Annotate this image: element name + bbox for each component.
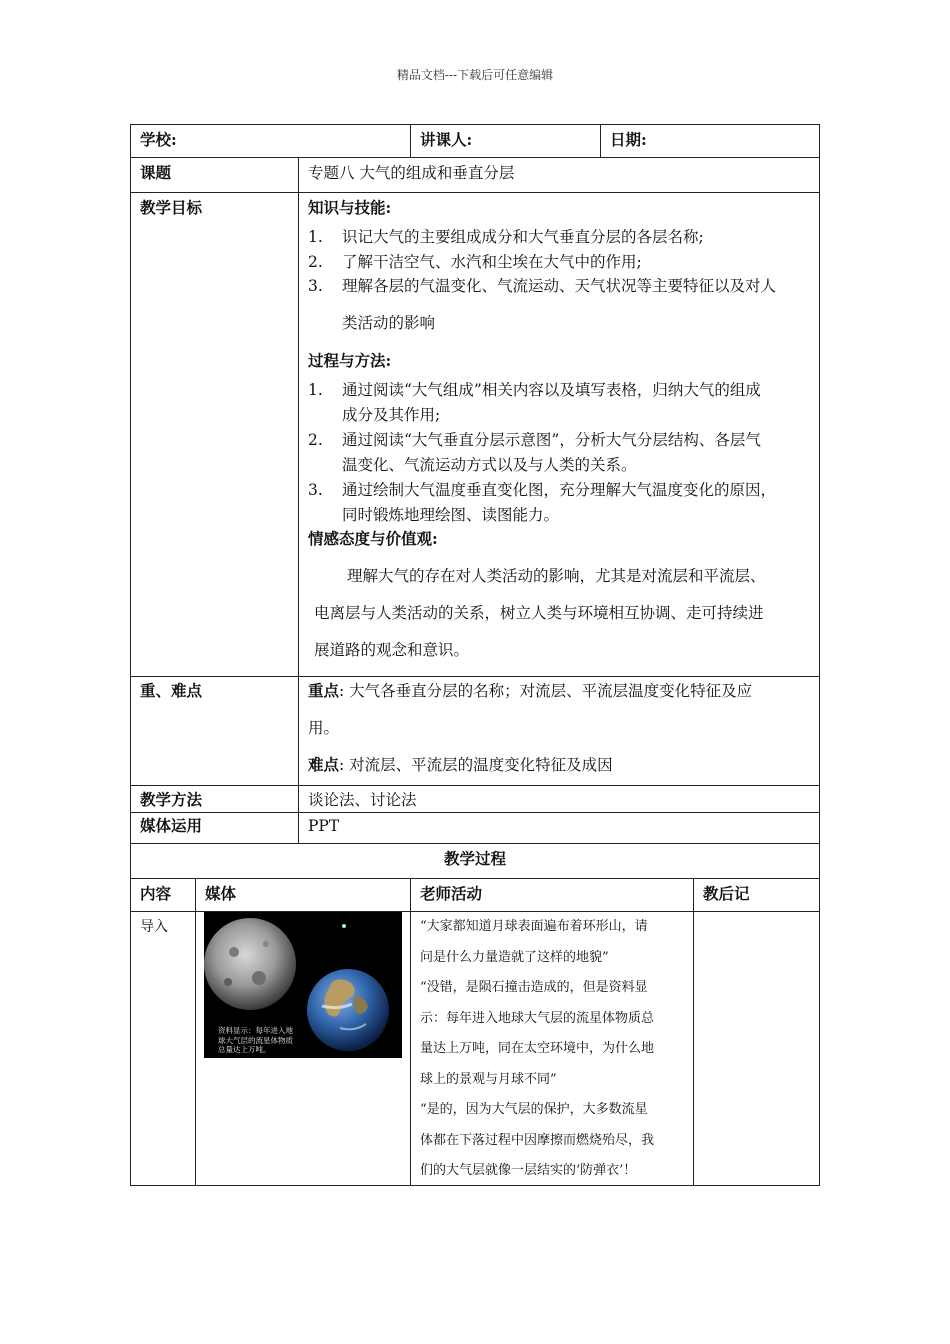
border — [298, 157, 299, 844]
process-item: 1. 通过阅读“大气组成”相关内容以及填写表格，归纳大气的组成 — [308, 381, 761, 399]
intro-content: 导入 — [140, 919, 168, 935]
media-label: 媒体运用 — [140, 816, 203, 835]
topic-value: 专题八 大气的组成和垂直分层 — [308, 164, 515, 182]
method-label: 教学方法 — [140, 790, 203, 809]
knowledge-item: 1. 识记大气的主要组成成分和大气垂直分层的各层名称; — [308, 228, 704, 246]
knowledge-item: 3. 理解各层的气温变化、气流运动、天气状况等主要特征以及对人 — [308, 277, 777, 295]
key-point: 重点: 大气各垂直分层的名称；对流层、平流层温度变化特征及应 — [308, 681, 753, 700]
process-item-cont: 温变化、气流运动方式以及与人类的关系。 — [342, 456, 637, 474]
process-item-cont: 同时锻炼地理绘图、读图能力。 — [342, 506, 560, 524]
border — [410, 878, 411, 1186]
border — [130, 676, 820, 677]
process-item: 2. 通过阅读“大气垂直分层示意图”，分析大气分层结构、各层气 — [308, 431, 761, 449]
school-label: 学校: — [140, 130, 177, 149]
border — [130, 124, 820, 125]
border — [130, 157, 820, 158]
process-header: 教学过程 — [443, 849, 506, 868]
border — [130, 192, 820, 193]
column-header-media: 媒体 — [205, 884, 237, 903]
process-item: 3. 通过绘制大气温度垂直变化图，充分理解大气温度变化的原因， — [308, 481, 777, 499]
key-point-cont: 用。 — [308, 719, 340, 737]
border — [130, 843, 820, 844]
process-title: 过程与方法: — [308, 351, 392, 370]
border — [693, 878, 694, 1186]
lesson-plan-table — [130, 124, 820, 1186]
emotion-line: 理解大气的存在对人类活动的影响，尤其是对流层和平流层、 — [347, 567, 766, 585]
border — [600, 124, 601, 158]
knowledge-item: 2. 了解干洁空气、水汽和尘埃在大气中的作用; — [308, 253, 642, 271]
column-header-notes: 教后记 — [703, 884, 750, 903]
goals-label: 教学目标 — [140, 198, 203, 217]
border — [130, 785, 820, 786]
difficult-point: 难点: 对流层、平流层的温度变化特征及成因 — [308, 755, 613, 774]
media-value: PPT — [308, 817, 340, 835]
method-value: 谈论法、讨论法 — [308, 791, 417, 809]
column-header-content: 内容 — [140, 884, 172, 903]
date-label: 日期: — [610, 130, 647, 149]
emotion-title: 情感态度与价值观: — [308, 529, 438, 548]
emotion-line: 电离层与人类活动的关系，树立人类与环境相互协调、走可持续进 — [314, 604, 764, 622]
key-label: 重、难点 — [140, 681, 203, 700]
column-header-teacher: 老师活动 — [420, 884, 483, 903]
border — [819, 124, 820, 1186]
lecturer-label: 讲课人: — [420, 130, 473, 149]
border — [130, 812, 820, 813]
border — [130, 878, 820, 879]
teacher-activity: “大家都知道月球表面遍布着环形山，请 问是什么力量造就了这样的地貌” “没错，是陨石撞击造成的，但是资料显 示：每年进入地球大气层的流星体物质总 量达上万吨，同在太空环境中，为什么地 球上的景观与月球不同” “是的，因为大气层的保护，大多数流星 体都在下落过程中因摩擦而燃烧殆尽，我 们的大气层就像一层结实的‘防弹衣’！ — [420, 919, 655, 1178]
image-caption: 资料显示：每年进入地 球大气层的流星体物质 总量达上万吨。 — [218, 1026, 293, 1054]
page-header: 精品文档---下载后可任意编辑 — [396, 68, 554, 82]
border — [195, 878, 196, 1186]
emotion-line: 展道路的观念和意识。 — [314, 641, 470, 659]
process-item-cont: 成分及其作用; — [342, 406, 441, 424]
topic-label: 课题 — [140, 163, 172, 182]
knowledge-item-cont: 类活动的影响 — [342, 314, 436, 332]
border — [130, 124, 131, 1186]
moon-earth-image — [204, 912, 402, 1058]
knowledge-title: 知识与技能: — [308, 198, 392, 217]
border — [410, 124, 411, 158]
